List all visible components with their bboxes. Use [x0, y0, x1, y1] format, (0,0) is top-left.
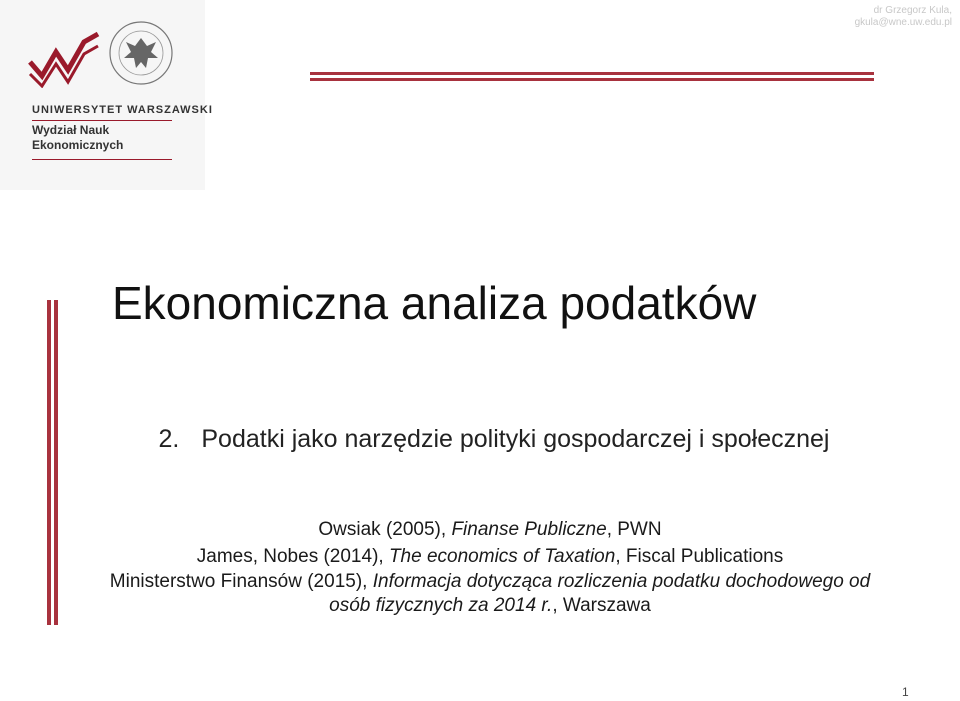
reference-list	[100, 516, 880, 618]
subtitle-number: 2.	[158, 425, 180, 453]
side-accent-bar	[47, 300, 51, 625]
wne-zigzag-logo-icon	[28, 30, 104, 88]
reference-item: James, Nobes (2014), The economics of Taxation, Fiscal Publications	[196, 546, 784, 567]
reference-item: Owsiak (2005), Finanse Publiczne, PWN	[318, 519, 662, 540]
subtitle-text: Podatki jako narzędzie polityki gospodarczej i społecznej	[201, 425, 830, 453]
side-accent-bar	[54, 300, 58, 625]
logo-divider	[32, 159, 172, 160]
university-seal-icon	[106, 18, 176, 88]
author-name: dr Grzegorz Kula,	[873, 5, 952, 16]
slide-subtitle	[118, 422, 870, 456]
university-logo	[0, 0, 213, 190]
header-rule	[310, 72, 874, 75]
author-email: gkula@wne.uw.edu.pl	[854, 17, 952, 28]
university-name: UNIWERSYTET WARSZAWSKI	[32, 104, 213, 116]
faculty-name-line1: Wydział Nauk	[32, 123, 110, 137]
logo-divider	[32, 120, 172, 121]
header-rule	[310, 78, 874, 81]
author-info	[855, 5, 952, 29]
reference-item: Ministerstwo Finansów (2015), Informacja dotycząca rozliczenia podatku dochodowego od osób fizycznych za 2014 r., Warszawa	[109, 571, 871, 616]
page-number: 1	[902, 685, 909, 699]
faculty-name-line2: Ekonomicznych	[32, 138, 124, 152]
slide-title: Ekonomiczna analiza podatków	[112, 277, 757, 329]
